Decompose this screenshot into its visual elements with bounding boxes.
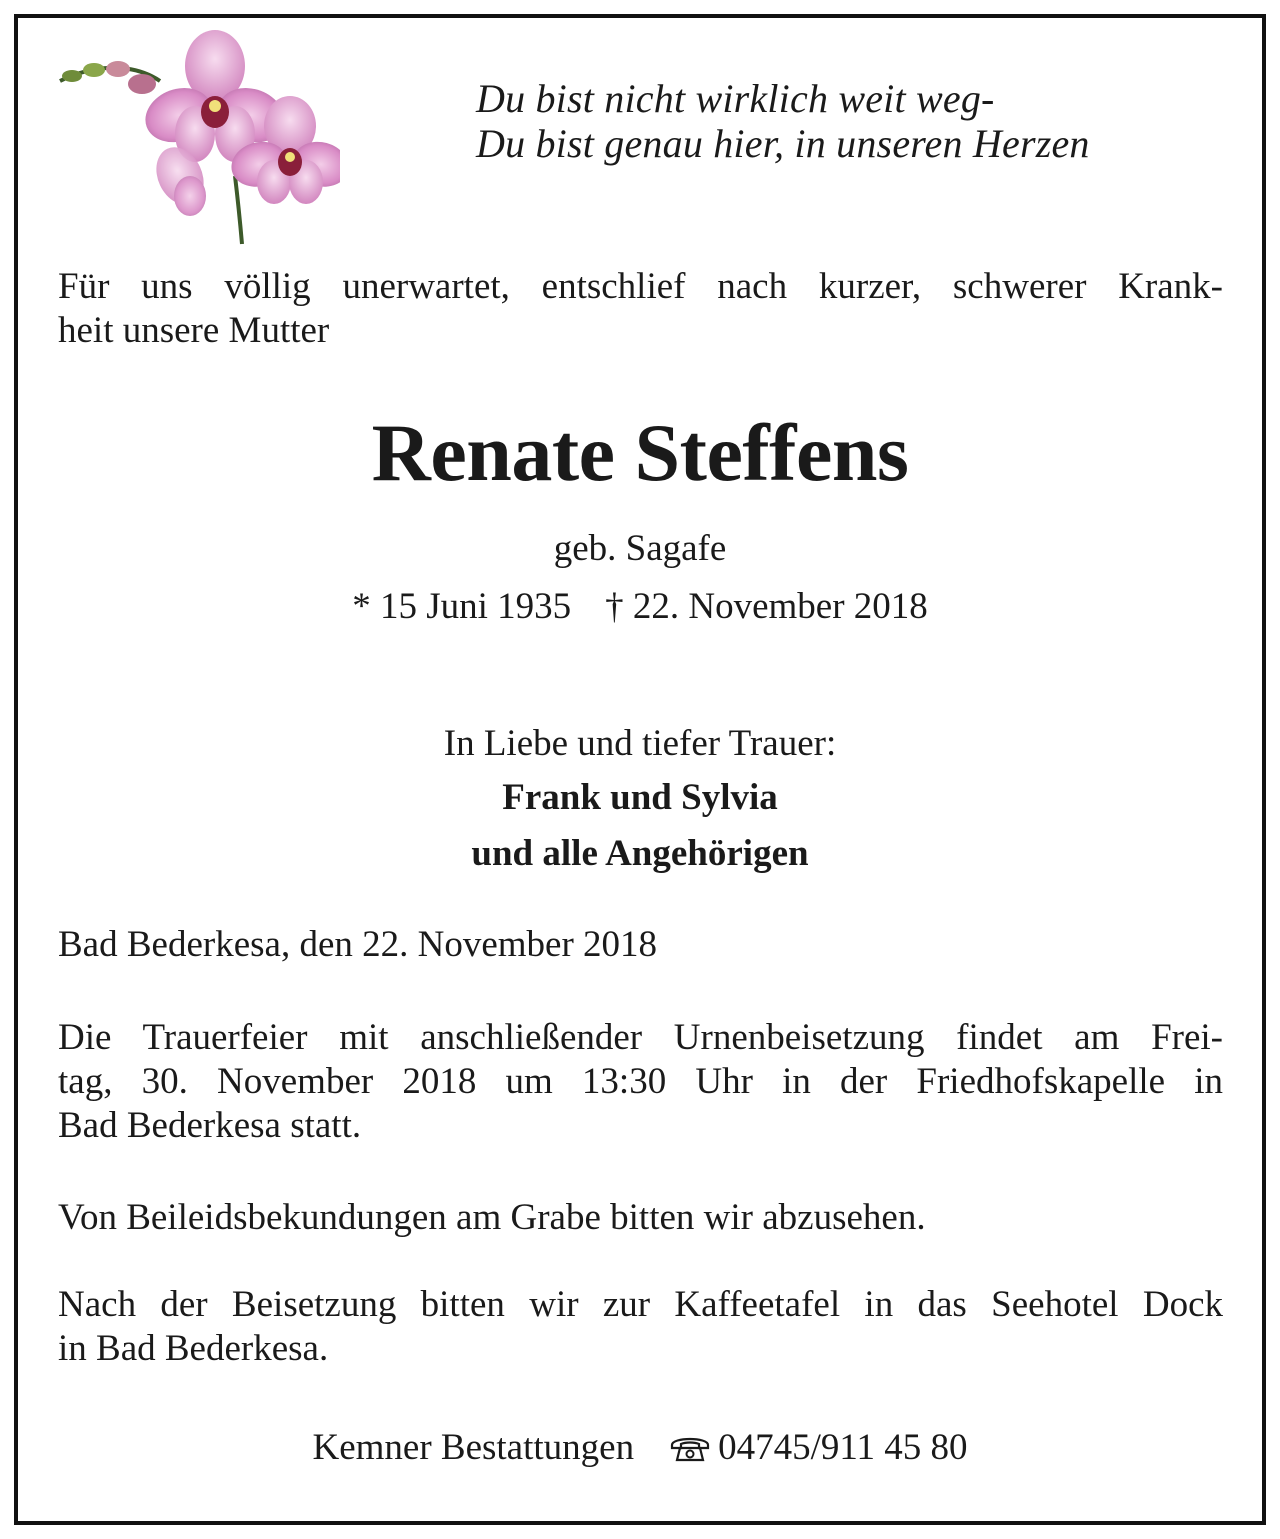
mourners-line-2: und alle Angehörigen — [471, 833, 809, 874]
ceremony-line-1: Die Trauerfeier mit anschließender Urnenbeisetzung findet am Frei- — [58, 1017, 1223, 1058]
condolence-paragraph — [58, 1196, 1223, 1240]
undertaker-phone: 04745/911 45 80 — [718, 1427, 968, 1468]
ceremony-paragraph — [58, 1016, 1223, 1148]
mourners-line-1: Frank und Sylvia — [502, 777, 778, 818]
life-dates — [0, 585, 1280, 629]
intro-line-2: heit unsere Mutter — [58, 310, 330, 351]
orchid-image — [50, 26, 340, 246]
reception-paragraph — [58, 1283, 1223, 1371]
undertaker-footer — [0, 1426, 1280, 1470]
telephone-icon — [668, 1433, 712, 1463]
motto-line-1: Du bist nicht wirklich weit weg- — [476, 76, 995, 121]
mourning-intro: In Liebe und tiefer Trauer: — [443, 723, 837, 764]
place-date-text: Bad Bederkesa, den 22. November 2018 — [58, 924, 658, 965]
motto-line-2: Du bist genau hier, in unseren Herzen — [476, 121, 1090, 166]
reception-line-1: Nach der Beisetzung bitten wir zur Kaffeetafel in das Seehotel Dock — [58, 1284, 1223, 1325]
place-date — [58, 923, 1223, 967]
death-date: † 22. November 2018 — [605, 586, 928, 627]
birth-date: * 15 Juni 1935 — [352, 586, 572, 627]
intro-paragraph — [58, 265, 1223, 353]
ceremony-line-3: Bad Bederkesa statt. — [58, 1105, 362, 1146]
ceremony-line-2: tag, 30. November 2018 um 13:30 Uhr in der Friedhofskapelle in — [58, 1061, 1223, 1102]
reception-line-2: in Bad Bederkesa. — [58, 1328, 329, 1369]
motto — [476, 76, 1090, 166]
intro-line-1: Für uns völlig unerwartet, entschlief nach kurzer, schwerer Krank- — [58, 266, 1223, 307]
condolence-line: Von Beileidsbekundungen am Grabe bitten wir abzusehen. — [58, 1197, 926, 1238]
maiden-name: geb. Sagafe — [553, 528, 727, 569]
undertaker-name: Kemner Bestattungen — [312, 1427, 635, 1468]
deceased-name: Renate Steffens — [371, 407, 909, 498]
